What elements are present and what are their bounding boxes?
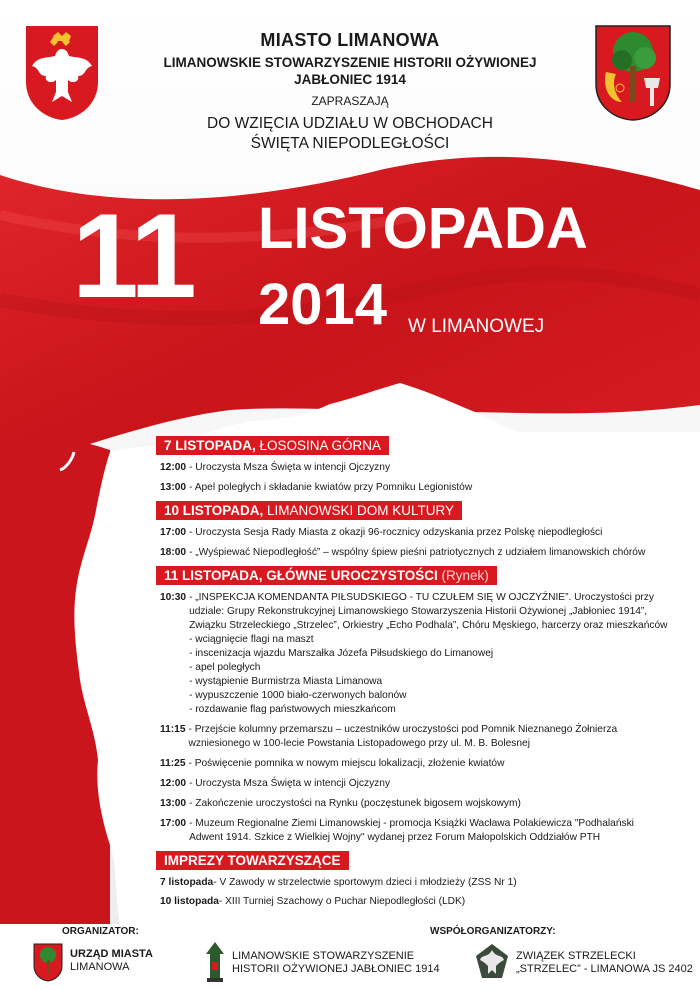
program-event	[160, 797, 686, 811]
coorganizer-2-line-2: „STRZELEC” - LIMANOWA JS 2402	[516, 963, 693, 975]
event-line: - wypuszczenie 1000 biało-czerwonych balonów	[189, 690, 407, 701]
organizer-line-2: LIMANOWA	[70, 961, 130, 973]
event-line: - rozdawanie flag państwowych mieszkańcom	[189, 704, 396, 715]
event-description	[186, 817, 686, 845]
extra-description: - XIII Turniej Szachowy o Puchar Niepodległości (LDK)	[218, 896, 466, 907]
program-event	[160, 777, 686, 791]
organizer-name	[70, 948, 153, 974]
association-name	[110, 54, 590, 88]
day-date: 11 LISTOPADA, GŁÓWNE UROCZYSTOŚCI	[164, 568, 438, 583]
coorganizer-1-line-2: HISTORII OŻYWIONEJ JABŁONIEC 1914	[232, 963, 440, 975]
day-header-7-november	[156, 436, 389, 455]
event-line: - apel poległych	[189, 662, 261, 673]
date-year: 2014	[258, 272, 388, 337]
event-time: 13:00	[160, 482, 187, 493]
day-place: (Rynek)	[437, 568, 489, 583]
strzelec-eagle-icon	[474, 942, 510, 982]
program-event	[160, 757, 686, 771]
event-program	[156, 436, 686, 914]
association-line-2: JABŁONIEC 1914	[294, 72, 406, 87]
program-event	[160, 481, 686, 495]
occasion-text	[110, 114, 590, 154]
extras-header	[156, 851, 349, 870]
event-time: 18:00	[160, 547, 187, 558]
limanowa-coat-of-arms	[592, 22, 674, 122]
event-description	[186, 591, 686, 717]
coorganizer-strzelec	[516, 950, 693, 976]
event-description: - Uroczysta Sesja Rady Miasta z okazji 96-rocznicy odzyskania przez Polskę niepodległości	[189, 527, 603, 538]
event-line: - Przejście kolumny przemarszu – uczestników uroczystości pod Pomnik Nieznanego Żołnierza	[188, 724, 618, 735]
event-description: - Uroczysta Msza Święta w intencji Ojczyzny	[189, 778, 391, 789]
event-description: - Poświęcenie pomnika w nowym miejscu lokalizacji, złożenie kwiatów	[188, 758, 505, 769]
limanowa-coat-of-arms-icon	[32, 942, 64, 982]
event-time: 17:00	[160, 818, 187, 829]
occasion-line-1: DO WZIĘCIA UDZIAŁU W OBCHODACH	[207, 115, 493, 132]
extra-description: - V Zawody w strzelectwie sportowym dzieci i młodzieży (ZSS Nr 1)	[213, 877, 517, 888]
extra-event	[160, 895, 686, 909]
event-line: - „INSPEKCJA KOMENDANTA PIŁSUDSKIEGO - TU CZUŁEM SIĘ W OJCZYŹNIE”. Uroczystości przy	[189, 592, 654, 603]
date-place: W LIMANOWEJ	[408, 316, 545, 337]
program-event	[160, 461, 686, 475]
event-description	[186, 723, 687, 751]
association-logo-icon	[204, 940, 226, 984]
coorganizers-label: WSPÓŁORGANIZATORZY:	[430, 926, 556, 937]
invite-text: ZAPRASZAJĄ	[311, 94, 389, 108]
program-event	[160, 723, 686, 751]
coorganizer-association	[232, 950, 440, 976]
event-time: 13:00	[160, 798, 187, 809]
event-time: 11:15	[160, 724, 186, 735]
event-line: - inscenizacja wjazdu Marszałka Józefa Piłsudskiego do Limanowej	[189, 648, 494, 659]
event-line: - Muzeum Regionalne Ziemi Limanowskiej - promocja Książki Wacława Polakiewicza "Podhalański	[189, 818, 634, 829]
event-description: - Uroczysta Msza Święta w intencji Ojczyzny	[189, 462, 391, 473]
event-description: - Zakończenie uroczystości na Rynku (poczęstunek bigosem wojskowym)	[189, 798, 521, 809]
day-date: 7 LISTOPADA,	[164, 438, 256, 453]
organizer-city: MIASTO LIMANOWA	[260, 30, 440, 50]
extra-date: 7 listopada	[160, 877, 214, 888]
event-time: 10:30	[160, 592, 187, 603]
date-day: 11	[72, 189, 195, 323]
poster-header	[110, 30, 590, 154]
event-time: 17:00	[160, 527, 187, 538]
day-place: LIMANOWSKI DOM KULTURY	[263, 503, 455, 518]
association-line-1: LIMANOWSKIE STOWARZYSZENIE HISTORII OŻYWIONEJ	[163, 55, 537, 70]
day-header-10-november	[156, 501, 462, 520]
day-date: 10 LISTOPADA,	[164, 503, 264, 518]
day-header-11-november	[156, 566, 497, 585]
occasion-line-2: ŚWIĘTA NIEPODLEGŁOŚCI	[250, 135, 450, 152]
event-line: Związku Strzeleckiego „Strzelec”, Orkiestry „Echo Podhala”, Chóru Męskiego, harcerzy oraz mieszkańców	[189, 620, 668, 631]
extra-date: 10 listopada	[160, 896, 219, 907]
event-description: - „Wyśpiewać Niepodległość” – wspólny śpiew pieśni patriotycznych z udziałem limanowskich chórów	[189, 547, 646, 558]
event-line: - wystąpienie Burmistrza Miasta Limanowa	[189, 676, 383, 687]
organizer-line-1: URZĄD MIASTA	[70, 948, 153, 960]
coorganizer-1-line-1: LIMANOWSKIE STOWARZYSZENIE	[232, 950, 415, 962]
polish-eagle-emblem	[22, 22, 102, 122]
program-event	[160, 546, 686, 560]
event-description: - Apel poległych i składanie kwiatów przy Pomniku Legionistów	[189, 482, 473, 493]
event-line: wzniesionego w 100-lecie Powstania Listopadowego przy ul. M. B. Bolesnej	[188, 738, 530, 749]
event-line: Adwent 1914. Szkice z Wielkiej Wojny" wydanej przez Forum Małopolskich Oddziałów PTH	[189, 832, 601, 843]
day-place: ŁOSOSINA GÓRNA	[255, 438, 382, 453]
event-time: 11:25	[160, 758, 186, 769]
program-event	[160, 526, 686, 540]
date-month: LISTOPADA	[258, 196, 588, 261]
event-time: 12:00	[160, 462, 187, 473]
extras-title: IMPREZY TOWARZYSZĄCE	[164, 853, 341, 868]
organizer-label: ORGANIZATOR:	[62, 926, 139, 937]
extra-event	[160, 876, 686, 890]
poster-footer	[0, 924, 700, 990]
event-time: 12:00	[160, 778, 187, 789]
event-line: - wciągnięcie flagi na maszt	[189, 634, 314, 645]
coorganizer-2-line-1: ZWIĄZEK STRZELECKI	[516, 950, 636, 962]
program-event-main	[160, 591, 686, 717]
event-line: udziale: Grupy Rekonstrukcyjnej Limanowskiego Stowarzyszenia Historii Ożywionej „Jabłoniec 1914”,	[189, 606, 648, 617]
program-event	[160, 817, 686, 845]
